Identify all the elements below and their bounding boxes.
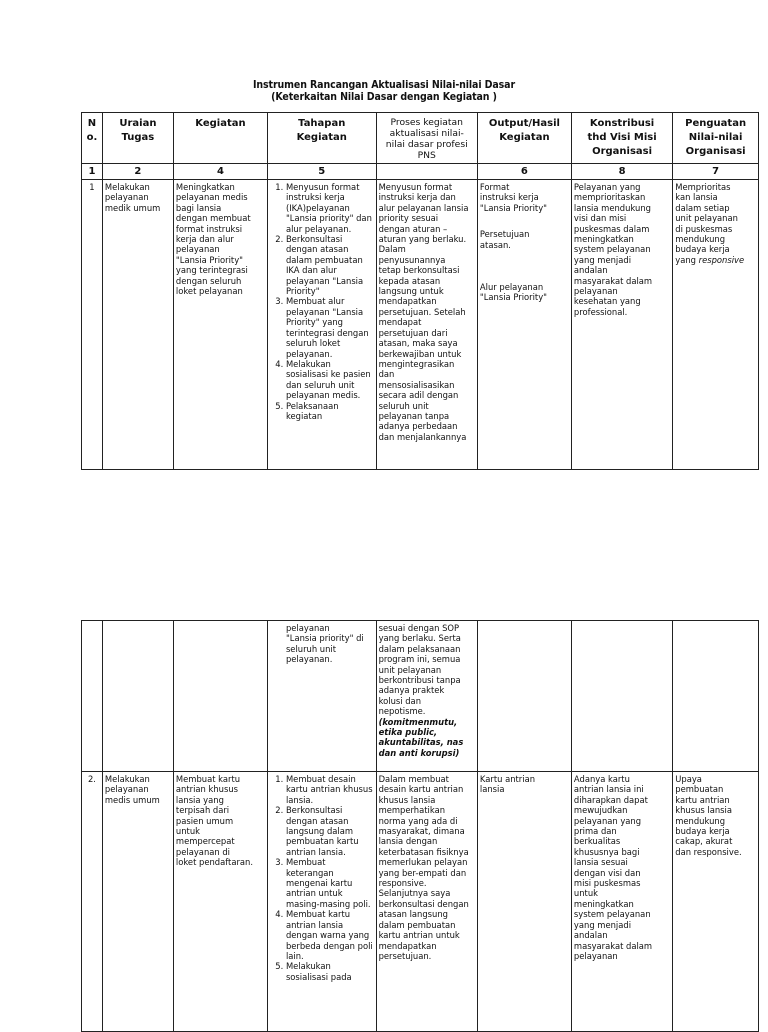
tahapan-steps-list <box>270 182 374 421</box>
column-number: 1 <box>82 164 103 180</box>
penguatan-cell <box>673 621 759 772</box>
tahapan-step: 2. Berkonsultasi dengan atasan dalam pembuatan IKA dan alur pelayanan "Lansia Priority" <box>286 234 374 296</box>
tahapan-step: 1. Membuat desain kartu antrian khusus lansia. <box>286 774 374 805</box>
header-uraian-tugas: Uraian Tugas <box>102 113 173 164</box>
column-number: 6 <box>477 164 571 180</box>
row-number: 2. <box>82 772 103 1032</box>
row-number <box>82 621 103 772</box>
uraian-tugas-cell: Melakukan pelayanan medis umum <box>102 772 173 1032</box>
output-cell: Kartu antrian lansia <box>477 772 571 1032</box>
header-penguatan: Penguatan Nilai-nilai Organisasi <box>673 113 759 164</box>
proses-cell: Dalam membuat desain kartu antrian khusus lansia memperhatikan norma yang ada di masyarakat, dimana lansia dengan keterbatasan fisiknya memerlukan pelayan yang ber-empati dan responsive. Selanjutnya saya berkonsultasi dengan atasan langsung dalam pembuatan kartu antrian untuk mendapatkan persetujuan. <box>376 772 477 1032</box>
column-number: 4 <box>173 164 267 180</box>
column-number: 8 <box>571 164 672 180</box>
penguatan-text: Memprioritas kan lansia dalam setiap unit pelayanan di puskesmas mendukung budaya kerja yang <box>675 182 738 265</box>
header-proses-kegiatan: Proses kegiatan aktualisasi nilai- nilai dasar profesi PNS <box>376 113 477 164</box>
proses-cell <box>376 621 477 772</box>
tahapan-cell <box>267 180 376 470</box>
document-title: Instrumen Rancangan Aktualisasi Nilai-nilai Dasar <box>252 79 516 91</box>
konstribusi-cell: Adanya kartu antrian lansia ini diharapkan dapat mewujudkan pelayanan yang prima dan berkualitas khususnya bagi lansia sesuai dengan visi dan misi puskesmas untuk meningkatkan system pelayanan yang menjadi andalan masyarakat dalam pelayanan <box>571 772 672 1032</box>
header-output-hasil: Output/Hasil Kegiatan <box>477 113 571 164</box>
tahapan-step: 4. Melakukan sosialisasi ke pasien dan seluruh unit pelayanan medis. <box>286 359 374 401</box>
row-number: 1 <box>82 180 103 470</box>
kegiatan-cell <box>173 621 267 772</box>
instrument-table-page1 <box>81 112 759 470</box>
table-row-continuation <box>82 621 759 772</box>
column-number: 5 <box>267 164 376 180</box>
penguatan-cell: Upaya pembuatan kartu antrian khusus lansia mendukung budaya kerja cakap, akurat dan responsive. <box>673 772 759 1032</box>
tahapan-step: 3. Membuat keterangan mengenai kartu antrian untuk masing-masing poli. <box>286 857 374 909</box>
proses-cell: Menyusun format instruksi kerja dan alur pelayanan lansia priority sesuai dengan aturan – aturan yang berlaku. Dalam penyusunannya tetap berkonsultasi kepada atasan langsung untuk mendapatkan persetujuan. Setelah mendapat persetujuan dari atasan, maka saya berkewajiban untuk mengintegrasikan dan mensosialisasikan secara adil dengan seluruh unit pelayanan tanpa adanya perbedaan dan menjalankannya <box>376 180 477 470</box>
konstribusi-cell: Pelayanan yang memprioritaskan lansia mendukung visi dan misi puskesmas dalam meningkatkan system pelayanan yang menjadi andalan masyarakat dalam pelayanan kesehatan yang professional. <box>571 180 672 470</box>
table-row <box>82 772 759 1032</box>
output-cell <box>477 180 571 470</box>
table-row <box>82 180 759 470</box>
kegiatan-cell: Meningkatkan pelayanan medis bagi lansia dengan membuat format instruksi kerja dan alur pelayanan "Lansia Priority" yang terintegrasi dengan seluruh loket pelayanan <box>173 180 267 470</box>
tahapan-step: 2. Berkonsultasi dengan atasan langsung dalam pembuatan kartu antrian lansia. <box>286 805 374 857</box>
document-subtitle: (Keterkaitan Nilai Dasar dengan Kegiatan ) <box>271 91 497 103</box>
column-number: 7 <box>673 164 759 180</box>
tahapan-cell <box>267 772 376 1032</box>
output-item: Alur pelayanan "Lansia Priority" <box>479 282 548 303</box>
konstribusi-cell <box>571 621 672 772</box>
tahapan-step: 3. Membuat alur pelayanan "Lansia Priority" yang terintegrasi dengan seluruh loket pelayanan. <box>286 296 374 358</box>
output-cell <box>477 621 571 772</box>
penguatan-italic-text: responsive <box>698 254 745 265</box>
column-number <box>376 164 477 180</box>
kegiatan-cell: Membuat kartu antrian khusus lansia yang terpisah dari pasien umum untuk mempercepat pelayanan di loket pendaftaran. <box>173 772 267 1032</box>
proses-text: sesuai dengan SOP yang berlaku. Serta dalam pelaksanaan program ini, semua unit pelayanan berkontribusi tanpa adanya praktek kolusi dan nepotisme. <box>378 623 461 717</box>
proses-values-text: (komitmenmutu, etika public, akuntabilitas, nas dan anti korupsi) <box>378 716 464 758</box>
tahapan-step: 5. Melakukan sosialisasi pada <box>286 961 374 982</box>
header-no: N o. <box>82 113 103 164</box>
header-kegiatan: Kegiatan <box>173 113 267 164</box>
column-number: 2 <box>102 164 173 180</box>
header-konstribusi: Konstribusi thd Visi Misi Organisasi <box>571 113 672 164</box>
tahapan-step: 5. Pelaksanaan kegiatan <box>286 401 374 422</box>
header-tahapan-kegiatan: Tahapan Kegiatan <box>267 113 376 164</box>
uraian-tugas-cell: Melakukan pelayanan medik umum <box>102 180 173 470</box>
uraian-tugas-cell <box>102 621 173 772</box>
tahapan-step: 4. Membuat kartu antrian lansia dengan warna yang berbeda dengan poli lain. <box>286 909 374 961</box>
instrument-table-page2 <box>81 620 759 1032</box>
tahapan-steps-list <box>270 774 374 982</box>
penguatan-cell <box>673 180 759 470</box>
output-item: Format instruksi kerja "Lansia Priority" <box>479 182 548 213</box>
tahapan-cell: pelayanan "Lansia priority" di seluruh unit pelayanan. <box>267 621 376 772</box>
tahapan-step: 1. Menyusun format instruksi kerja (IKA)pelayanan "Lansia priority" dan alur pelayanan. <box>286 182 374 234</box>
output-item: Persetujuan atasan. <box>479 229 530 250</box>
